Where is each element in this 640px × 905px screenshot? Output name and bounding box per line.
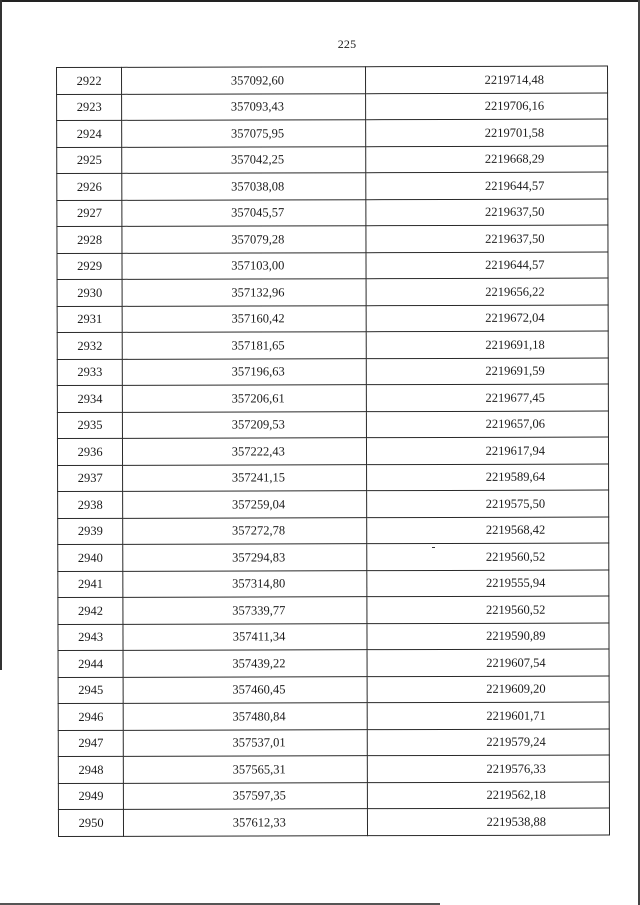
x-coordinate-cell: 357160,42 [122,305,366,332]
x-coordinate-cell: 357259,04 [123,491,367,518]
point-number-cell: 2940 [58,544,123,571]
y-coordinate-cell: 2219668,29 [366,146,608,173]
x-coordinate-cell: 357132,96 [122,279,366,306]
point-number-cell: 2938 [58,491,123,518]
point-number-cell: 2928 [57,226,122,253]
y-coordinate-cell: 2219656,22 [366,278,608,305]
table-row [57,146,608,174]
y-coordinate-cell: 2219576,33 [367,755,609,782]
x-coordinate-cell: 357294,83 [123,544,367,571]
y-coordinate-cell: 2219601,71 [367,702,609,729]
table-row [58,729,609,757]
table-row [58,649,609,677]
table-row [58,543,609,571]
x-coordinate-cell: 357093,43 [122,93,366,120]
y-coordinate-cell: 2219677,45 [366,384,608,411]
point-number-cell: 2934 [57,385,122,412]
x-coordinate-cell: 357272,78 [123,517,367,544]
point-number-cell: 2931 [57,306,122,333]
y-coordinate-cell: 2219609,20 [367,676,609,703]
x-coordinate-cell: 357411,34 [123,623,367,650]
x-coordinate-cell: 357612,33 [124,809,368,836]
x-coordinate-cell: 357038,08 [122,173,366,200]
x-coordinate-cell: 357209,53 [123,411,367,438]
point-number-cell: 2936 [57,438,122,465]
table-row [57,252,608,280]
y-coordinate-cell: 2219714,48 [365,66,607,93]
x-coordinate-cell: 357241,15 [123,464,367,491]
y-coordinate-cell: 2219691,59 [366,358,608,385]
point-number-cell: 2930 [57,279,122,306]
y-coordinate-cell: 2219706,16 [365,93,607,120]
y-coordinate-cell: 2219657,06 [366,411,608,438]
table-row [57,93,608,121]
table-row [58,782,609,810]
x-coordinate-cell: 357042,25 [122,146,366,173]
point-number-cell: 2935 [57,412,122,439]
table-row [57,278,608,306]
point-number-cell: 2943 [58,624,123,651]
x-coordinate-cell: 357439,22 [123,650,367,677]
table-row [57,358,608,386]
x-coordinate-cell: 357314,80 [123,570,367,597]
y-coordinate-cell: 2219579,24 [367,729,609,756]
x-coordinate-cell: 357181,65 [122,332,366,359]
table-row [58,755,609,783]
x-coordinate-cell: 357339,77 [123,597,367,624]
y-coordinate-cell: 2219672,04 [366,305,608,332]
x-coordinate-cell: 357092,60 [122,67,366,94]
point-number-cell: 2942 [58,597,123,624]
y-coordinate-cell: 2219607,54 [367,649,609,676]
y-coordinate-cell: 2219555,94 [367,570,609,597]
x-coordinate-cell: 357480,84 [123,703,367,730]
y-coordinate-cell: 2219575,50 [367,490,609,517]
point-number-cell: 2926 [57,173,122,200]
point-number-cell: 2939 [58,518,123,545]
point-number-cell: 2924 [57,120,122,147]
point-number-cell: 2922 [57,67,122,94]
point-number-cell: 2937 [58,465,123,492]
coordinates-table [56,66,610,837]
table-row [58,596,609,624]
table-row [58,570,609,598]
y-coordinate-cell: 2219644,57 [366,252,608,279]
y-coordinate-cell: 2219568,42 [367,517,609,544]
y-coordinate-cell: 2219590,89 [367,623,609,650]
x-coordinate-cell: 357597,35 [124,782,368,809]
x-coordinate-cell: 357565,31 [124,756,368,783]
point-number-cell: 2923 [57,94,122,121]
table-row [57,172,608,200]
y-coordinate-cell: 2219617,94 [366,437,608,464]
table-row [58,464,609,492]
y-coordinate-cell: 2219560,52 [367,596,609,623]
y-coordinate-cell: 2219560,52 [367,543,609,570]
point-number-cell: 2946 [58,703,123,730]
table-row [57,225,608,253]
table-row [57,331,608,359]
y-coordinate-cell: 2219637,50 [366,225,608,252]
y-coordinate-cell: 2219538,88 [367,808,609,835]
point-number-cell: 2929 [57,253,122,280]
table-row [57,66,608,94]
table-row [57,437,608,465]
point-number-cell: 2945 [58,677,123,704]
scan-speck [432,547,435,548]
point-number-cell: 2932 [57,332,122,359]
scan-edge-left [0,0,2,670]
point-number-cell: 2947 [58,730,123,757]
table-row [58,676,609,704]
y-coordinate-cell: 2219637,50 [366,199,608,226]
y-coordinate-cell: 2219701,58 [366,119,608,146]
table-row [58,623,609,651]
point-number-cell: 2927 [57,200,122,227]
table-row [58,702,609,730]
y-coordinate-cell: 2219589,64 [366,464,608,491]
table-row [57,119,608,147]
table-row [58,517,609,545]
y-coordinate-cell: 2219644,57 [366,172,608,199]
x-coordinate-cell: 357206,61 [123,385,367,412]
page-number: 225 [337,37,357,51]
point-number-cell: 2925 [57,147,122,174]
table-row [58,808,609,836]
point-number-cell: 2944 [58,650,123,677]
point-number-cell: 2950 [58,809,123,836]
x-coordinate-cell: 357460,45 [123,676,367,703]
x-coordinate-cell: 357045,57 [122,199,366,226]
x-coordinate-cell: 357079,28 [122,226,366,253]
point-number-cell: 2949 [58,783,123,810]
point-number-cell: 2941 [58,571,123,598]
table-row [57,305,608,333]
x-coordinate-cell: 357196,63 [122,358,366,385]
x-coordinate-cell: 357103,00 [122,252,366,279]
table-row [58,490,609,518]
y-coordinate-cell: 2219691,18 [366,331,608,358]
x-coordinate-cell: 357075,95 [122,120,366,147]
point-number-cell: 2933 [57,359,122,386]
coordinates-table-body [57,66,610,836]
table-row [57,411,608,439]
y-coordinate-cell: 2219562,18 [367,782,609,809]
table-row [57,384,608,412]
point-number-cell: 2948 [58,756,123,783]
scan-edge-top [0,0,640,2]
x-coordinate-cell: 357537,01 [123,729,367,756]
x-coordinate-cell: 357222,43 [123,438,367,465]
table-row [57,199,608,227]
